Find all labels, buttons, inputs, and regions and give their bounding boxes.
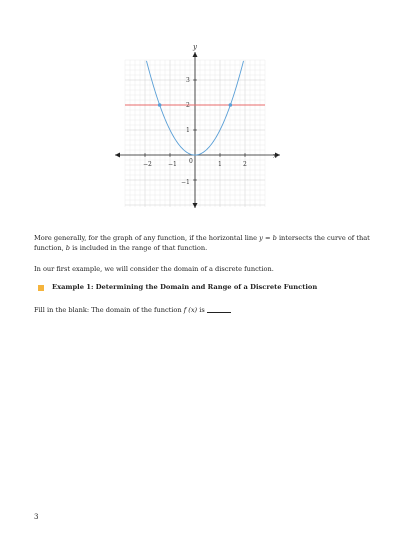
y-axis-arrow-up bbox=[193, 52, 198, 57]
axes bbox=[115, 43, 280, 208]
x-tick-label: 1 bbox=[218, 161, 222, 168]
question-text: Fill in the blank: The domain of the function bbox=[34, 306, 184, 314]
math-expression: f (x) bbox=[183, 306, 198, 314]
parabola-graph bbox=[110, 40, 285, 212]
fill-in-question bbox=[34, 305, 231, 315]
x-tick-label: 2 bbox=[243, 161, 247, 168]
x-tick-label: −2 bbox=[143, 161, 152, 168]
intersection-point bbox=[229, 103, 233, 107]
paragraph-text: intersects the curve of that function, bbox=[34, 234, 370, 252]
paragraph-range-explanation bbox=[34, 233, 370, 253]
y-tick-label: −1 bbox=[181, 179, 190, 186]
page-number: 3 bbox=[34, 513, 39, 521]
example-marker-icon bbox=[38, 285, 44, 291]
question-text: is bbox=[197, 306, 205, 314]
y-axis-arrow-down bbox=[193, 203, 198, 208]
answer-blank[interactable] bbox=[207, 312, 231, 313]
paragraph-text: More generally, for the graph of any function, if the horizontal line bbox=[34, 234, 260, 242]
example-heading: Example 1: Determining the Domain and Range of a Discrete Function bbox=[52, 283, 318, 291]
paragraph-intro-example: In our first example, we will consider the domain of a discrete function. bbox=[34, 265, 274, 273]
y-axis-label: y bbox=[193, 43, 197, 51]
math-variable: b bbox=[65, 244, 71, 252]
x-axis-arrow-left bbox=[115, 153, 120, 158]
paragraph-text: is included in the range of that function. bbox=[70, 244, 208, 252]
math-expression: y = b bbox=[259, 234, 277, 242]
x-tick-label: −1 bbox=[168, 161, 177, 168]
intersection-point bbox=[158, 103, 162, 107]
y-tick-label: 3 bbox=[186, 77, 190, 84]
x-tick-label: 0 bbox=[189, 158, 193, 165]
y-tick-label: 1 bbox=[186, 127, 190, 134]
y-tick-label: 2 bbox=[186, 102, 190, 109]
x-axis-label: x bbox=[273, 152, 277, 160]
